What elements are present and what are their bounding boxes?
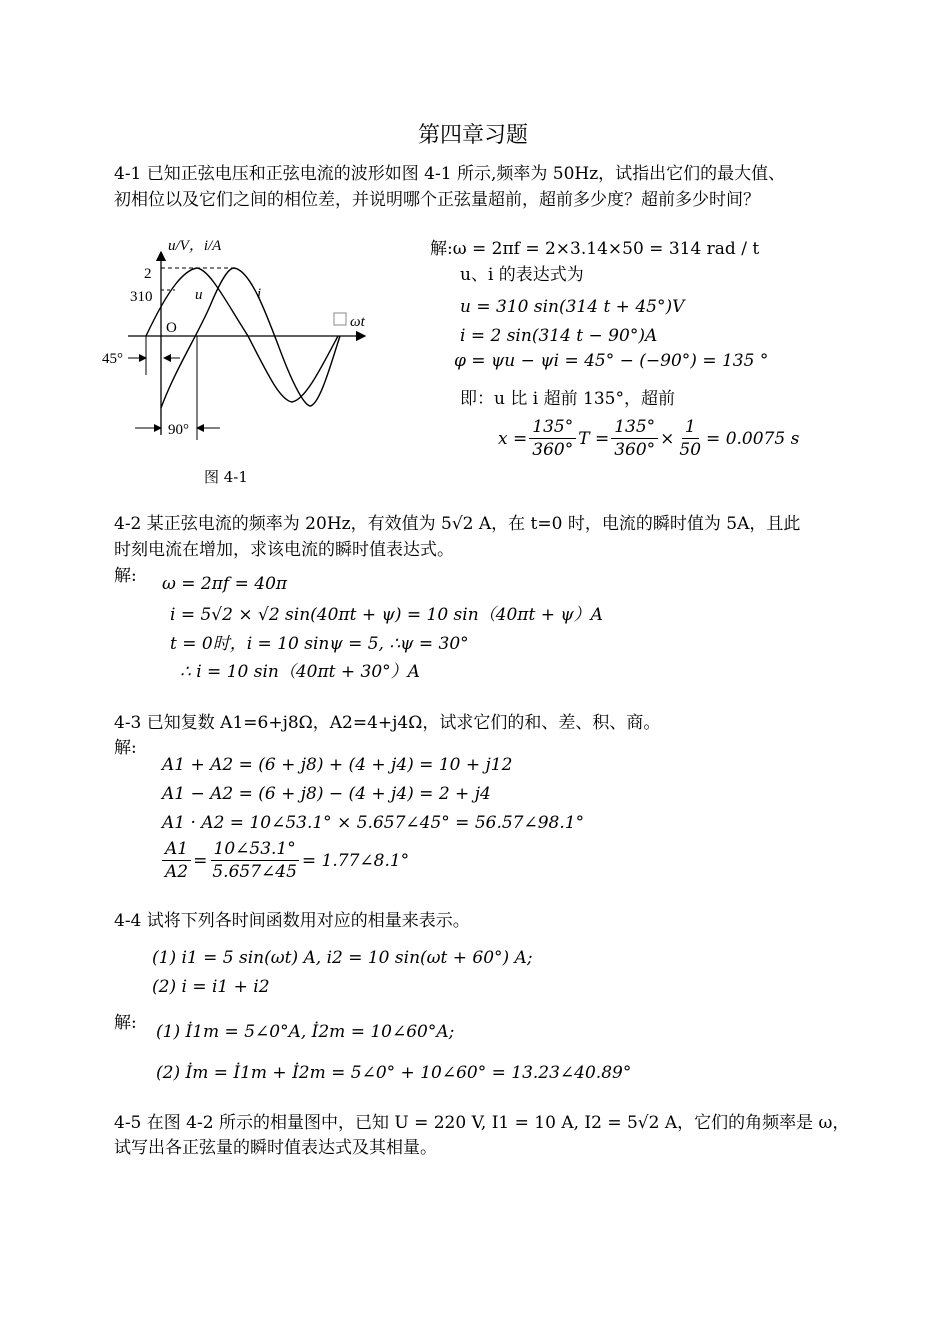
sol-4-3-1: A1 + A2 = (6 + j8) + (4 + j4) = 10 + j12 <box>162 755 513 775</box>
sol-4-1-3: u = 310 sin(314 t + 45°)V <box>460 297 685 317</box>
sol-4-1-2: u、i 的表达式为 <box>460 265 584 285</box>
sol-4-1-1: 解:ω = 2πf = 2×3.14×50 = 314 rad / t <box>430 239 760 259</box>
eq-T: T = <box>578 428 610 449</box>
sol-4-2-1: ω = 2πf = 40π <box>162 574 288 594</box>
sol-4-4-label: 解: <box>114 1013 137 1033</box>
label-i: i <box>257 286 262 302</box>
sol-4-3-2: A1 − A2 = (6 + j8) − (4 + j4) = 2 + j4 <box>162 784 491 804</box>
problem-4-1-line1: 4-1 已知正弦电压和正弦电流的波形如图 4-1 所示,频率为 50Hz，试指出它们的最大值、 <box>114 164 786 184</box>
eq-sign: = <box>193 850 208 871</box>
label-u: u <box>195 287 203 303</box>
frac-1-den: 360° <box>532 440 574 460</box>
eq-x: x = <box>498 428 528 449</box>
sol-4-1-4: i = 2 sin(314 t − 90°)A <box>460 326 658 346</box>
problem-4-4-q1: (1) i1 = 5 sin(ωt) A, i2 = 10 sin(ωt + 60°) A; <box>152 948 533 968</box>
problem-4-4-q2: (2) i = i1 + i2 <box>152 977 270 997</box>
problem-4-3-line1: 4-3 已知复数 A1=6+j8Ω，A2=4+j4Ω，试求它们的和、差、积、商。 <box>114 713 661 733</box>
problem-4-4-line1: 4-4 试将下列各时间函数用对应的相量来表示。 <box>114 911 470 931</box>
eq-result: = 0.0075 s <box>706 428 800 449</box>
sol-4-2-2: i = 5√2 × √2 sin(40πt + ψ) = 10 sin（40πt + ψ）A <box>170 605 603 625</box>
problem-4-5-line2: 试写出各正弦量的瞬时值表达式及其相量。 <box>114 1138 437 1158</box>
frac-values-num: 10∠53.1° <box>211 838 299 861</box>
frac-a1-a2 <box>162 838 191 883</box>
eq-times: × <box>660 428 675 449</box>
frac-2-num: 135° <box>611 416 658 439</box>
label-90: 90° <box>168 422 189 438</box>
tick-310: 310 <box>130 289 153 305</box>
problem-4-1-line2: 初相位以及它们之间的相位差，并说明哪个正弦量超前，超前多少度？超前多少时间？ <box>114 190 760 210</box>
problem-4-5-line1: 4-5 在图 4-2 所示的相量图中，已知 U = 220 V, I1 = 10 A, I2 = 5√2 A，它们的角频率是 ω， <box>114 1113 850 1133</box>
page-title: 第四章习题 <box>418 123 529 148</box>
frac-3-num: 1 <box>682 416 699 439</box>
sol-4-3-3: A1 · A2 = 10∠53.1° × 5.657∠45° = 56.57∠98.1° <box>162 813 585 833</box>
i-wave <box>161 268 340 408</box>
frac-2-den: 360° <box>614 440 656 460</box>
sol-4-1-6: 即：u 比 i 超前 135°，超前 <box>460 389 675 409</box>
sol-4-2-3: t = 0时，i = 10 sinψ = 5, ∴ψ = 30° <box>170 634 469 654</box>
sol-4-4-2: (2) İm = İ1m + İ2m = 5∠0° + 10∠60° = 13.23∠40.89° <box>156 1063 632 1083</box>
label-45: 45° <box>102 351 123 367</box>
frac-3 <box>676 416 704 461</box>
wt-box <box>334 313 346 325</box>
label-origin: O <box>166 320 177 336</box>
sol-4-3-label: 解: <box>114 738 137 758</box>
figure-4-1 <box>100 230 400 500</box>
frac-a2: A2 <box>165 862 189 882</box>
frac-3-den: 50 <box>679 440 702 460</box>
figure-caption: 图 4-1 <box>204 468 248 486</box>
problem-4-2-line1: 4-2 某正弦电流的频率为 20Hz，有效值为 5√2 A，在 t=0 时，电流的瞬时值为 5A，且此 <box>114 514 801 534</box>
frac-1 <box>529 416 576 461</box>
frac-values-den: 5.657∠45 <box>212 862 297 882</box>
frac-a1: A1 <box>162 838 191 861</box>
eq-quotient: = 1.77∠8.1° <box>301 850 410 871</box>
frac-1-num: 135° <box>529 416 576 439</box>
problem-4-2-line2: 时刻电流在增加，求该电流的瞬时值表达式。 <box>114 540 454 560</box>
sol-4-2-4: ∴ i = 10 sin（40πt + 30°）A <box>180 662 420 682</box>
sol-4-2-label: 解: <box>114 566 137 586</box>
tick-2: 2 <box>144 266 152 282</box>
sol-4-4-1: (1) İ1m = 5∠0°A, İ2m = 10∠60°A; <box>156 1022 455 1042</box>
sol-4-3-4 <box>160 838 409 883</box>
frac-2 <box>611 416 658 461</box>
frac-values <box>209 838 300 883</box>
label-wt: ωt <box>350 314 365 330</box>
sol-4-1-7 <box>498 416 799 461</box>
sol-4-1-5: φ = ψu − ψi = 45° − (−90°) = 135 ° <box>454 351 769 371</box>
axis-label: u/V，i/A <box>168 238 222 254</box>
